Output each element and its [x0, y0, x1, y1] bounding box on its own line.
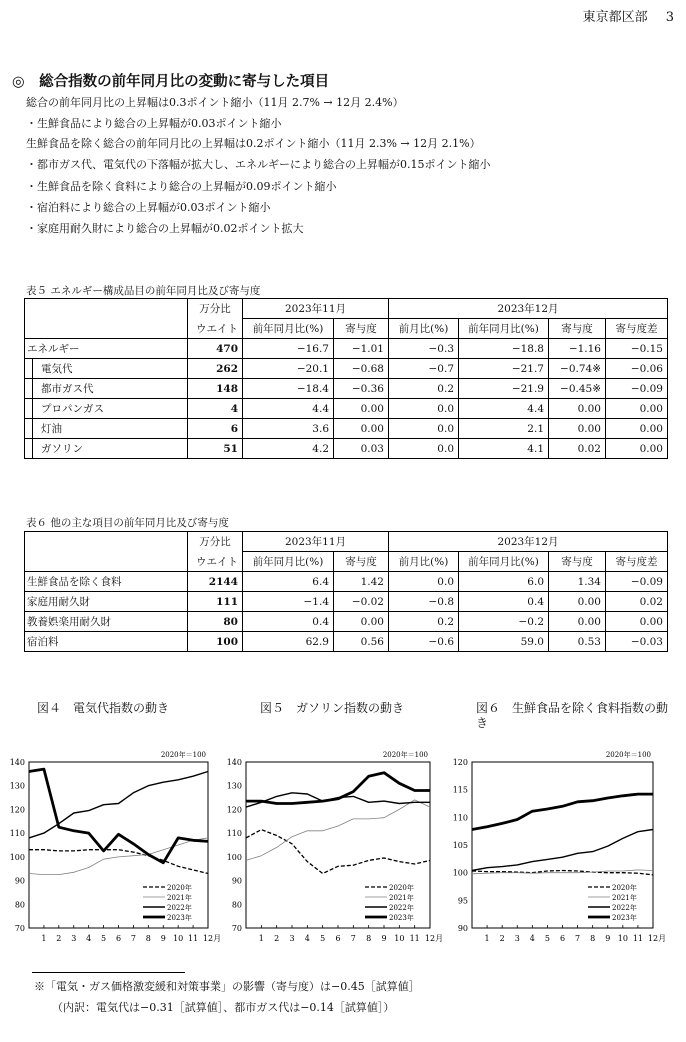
- page-header: [583, 6, 674, 25]
- x-tick-label: 8: [366, 934, 372, 943]
- y-tick-label: 70: [14, 924, 25, 933]
- value-cell: 4.4: [243, 399, 334, 419]
- value-cell: −0.09: [606, 572, 668, 592]
- value-cell: 80: [188, 612, 243, 632]
- legend-label: 2022年: [389, 904, 414, 912]
- y-tick-label: 100: [226, 852, 242, 862]
- y-tick-label: 90: [14, 876, 25, 886]
- header-cell: 前月比(%): [389, 552, 459, 572]
- table-row: [25, 439, 668, 459]
- series-line-2020年: [29, 850, 208, 874]
- value-cell: 0.00: [549, 399, 606, 419]
- header-cell: 前年同月比(%): [459, 319, 549, 339]
- y-tick-label: 100: [452, 868, 468, 878]
- summary-line: 生鮮食品を除く総合の前年同月比の上昇幅は0.2ポイント縮小（11月 2.3% → 12月 2.1%）: [26, 137, 481, 150]
- x-tick-label: 4: [304, 934, 310, 943]
- summary-line: 総合の前年同月比の上昇幅は0.3ポイント縮小（11月 2.7% → 12月 2.4%）: [26, 96, 404, 109]
- legend-label: 2020年: [612, 884, 637, 892]
- x-tick-label: 11: [187, 934, 199, 943]
- row-label: ガソリン: [25, 439, 188, 459]
- legend-label: 2023年: [612, 914, 637, 922]
- row-label: 宿泊料: [25, 632, 188, 652]
- row-label: 灯油: [25, 419, 188, 439]
- value-cell: 6.4: [243, 572, 334, 592]
- x-tick-label: 10: [173, 934, 184, 943]
- table6-caption: 表６ 他の主な項目の前年同月比及び寄与度: [26, 517, 229, 529]
- x-tick-label: 12月: [424, 934, 444, 943]
- table-row: [25, 379, 668, 399]
- y-tick-label: 110: [452, 813, 468, 823]
- x-tick-label: 1: [41, 934, 47, 943]
- value-cell: −21.7: [459, 359, 549, 379]
- chart-gasoline: [225, 745, 450, 955]
- value-cell: 0.4: [459, 592, 549, 612]
- value-cell: −0.3: [389, 339, 459, 359]
- legend-label: 2020年: [389, 884, 414, 892]
- header-cell: ウエイト: [188, 319, 243, 339]
- row-label: 生鮮食品を除く食料: [25, 572, 188, 592]
- x-tick-label: 7: [575, 934, 581, 943]
- table6-other-items: [24, 531, 668, 652]
- value-cell: −0.7: [389, 359, 459, 379]
- value-cell: 4.2: [243, 439, 334, 459]
- value-cell: −0.45※: [549, 379, 606, 399]
- header-cell: 2023年11月: [243, 532, 389, 552]
- table-row: [25, 592, 668, 612]
- row-label: 教養娯楽用耐久財: [25, 612, 188, 632]
- header-cell: 前年同月比(%): [459, 552, 549, 572]
- header-cell: ウエイト: [188, 552, 243, 572]
- series-line-2021年: [246, 800, 430, 861]
- series-line-2022年: [472, 830, 653, 871]
- y-tick-label: 90: [231, 876, 242, 886]
- x-tick-label: 8: [145, 934, 151, 943]
- y-tick-label: 140: [226, 758, 242, 767]
- figure5-title: 図５ ガソリン指数の動き: [260, 701, 405, 715]
- x-tick-label: 3: [514, 934, 520, 943]
- y-tick-label: 115: [452, 785, 468, 795]
- header-cell: 2023年12月: [389, 299, 668, 319]
- value-cell: 51: [188, 439, 243, 459]
- value-cell: −20.1: [243, 359, 334, 379]
- x-tick-label: 11: [409, 934, 420, 943]
- value-cell: −18.8: [459, 339, 549, 359]
- x-tick-label: 9: [160, 934, 166, 943]
- value-cell: 0.00: [549, 612, 606, 632]
- header-cell: 2023年11月: [243, 299, 389, 319]
- x-tick-label: 5: [101, 934, 107, 943]
- x-tick-label: 5: [544, 934, 550, 943]
- table-row: [25, 339, 668, 359]
- x-tick-label: 10: [394, 934, 405, 943]
- value-cell: 2.1: [459, 419, 549, 439]
- y-tick-label: 120: [226, 805, 242, 815]
- header-cell: 寄与度差: [606, 319, 668, 339]
- series-line-2023年: [246, 773, 430, 804]
- value-cell: −0.03: [606, 632, 668, 652]
- value-cell: 4.1: [459, 439, 549, 459]
- footnote-line2: （内訳：電気代は−0.31［試算値］、都市ガス代は−0.14［試算値］）: [52, 1001, 395, 1014]
- y-tick-label: 80: [231, 900, 242, 910]
- value-cell: 0.0: [389, 419, 459, 439]
- y-tick-label: 130: [226, 781, 242, 791]
- value-cell: 0.00: [549, 419, 606, 439]
- x-tick-label: 2: [56, 934, 62, 943]
- value-cell: 0.00: [334, 399, 389, 419]
- value-cell: 148: [188, 379, 243, 399]
- row-label: 都市ガス代: [25, 379, 188, 399]
- value-cell: −0.15: [606, 339, 668, 359]
- series-line-2023年: [472, 794, 653, 829]
- header-cell: 寄与度: [334, 552, 389, 572]
- series-line-2022年: [29, 772, 208, 838]
- value-cell: 0.2: [389, 612, 459, 632]
- value-cell: −0.06: [606, 359, 668, 379]
- header-cell: 寄与度: [549, 319, 606, 339]
- value-cell: 0.4: [243, 612, 334, 632]
- x-tick-label: 1: [258, 934, 264, 943]
- x-tick-label: 10: [617, 934, 628, 943]
- x-tick-label: 9: [605, 934, 611, 943]
- y-tick-label: 130: [9, 781, 25, 791]
- x-tick-label: 3: [71, 934, 77, 943]
- value-cell: 0.02: [606, 592, 668, 612]
- series-line-2023年: [29, 769, 208, 863]
- value-cell: 0.0: [389, 399, 459, 419]
- value-cell: 0.03: [334, 439, 389, 459]
- value-cell: 0.00: [606, 419, 668, 439]
- series-line-2020年: [246, 830, 430, 874]
- value-cell: −0.68: [334, 359, 389, 379]
- table-row: [25, 632, 668, 652]
- value-cell: −1.01: [334, 339, 389, 359]
- value-cell: 0.53: [549, 632, 606, 652]
- value-cell: 0.00: [334, 612, 389, 632]
- header-blank: [25, 532, 188, 572]
- header-cell: 寄与度: [334, 319, 389, 339]
- legend-label: 2021年: [167, 894, 192, 902]
- x-tick-label: 6: [559, 934, 566, 943]
- region-label: 東京都区部: [582, 10, 648, 25]
- value-cell: −0.02: [334, 592, 389, 612]
- header-cell: 寄与度: [549, 552, 606, 572]
- summary-line: ・都市ガス代、電気代の下落幅が拡大し、エネルギーにより総合の上昇幅が0.15ポイント縮小: [26, 158, 491, 171]
- legend-label: 2022年: [612, 904, 637, 912]
- header-cell: 寄与度差: [606, 552, 668, 572]
- page-number: 3: [665, 10, 674, 25]
- figure4-title: 図４ 電気代指数の動き: [37, 701, 170, 715]
- table5-energy: [24, 298, 668, 459]
- y-tick-label: 110: [226, 829, 242, 839]
- value-cell: 0.00: [606, 439, 668, 459]
- y-tick-label: 80: [14, 900, 25, 910]
- value-cell: 0.00: [606, 399, 668, 419]
- value-cell: 0.02: [549, 439, 606, 459]
- value-cell: −1.16: [549, 339, 606, 359]
- chart-electricity: [0, 745, 225, 955]
- value-cell: −0.09: [606, 379, 668, 399]
- row-label: 電気代: [25, 359, 188, 379]
- y-tick-label: 110: [9, 829, 25, 839]
- table-header-row: [25, 299, 668, 319]
- header-cell: 前年同月比(%): [243, 552, 334, 572]
- x-tick-label: 11: [632, 934, 644, 943]
- value-cell: 62.9: [243, 632, 334, 652]
- x-tick-label: 8: [590, 934, 596, 943]
- x-tick-label: 6: [115, 934, 122, 943]
- legend-label: 2022年: [167, 904, 192, 912]
- x-tick-label: 7: [350, 934, 356, 943]
- y-tick-label: 120: [452, 758, 468, 767]
- header-cell: 2023年12月: [389, 532, 668, 552]
- header-cell: 万分比: [188, 532, 243, 552]
- value-cell: −0.6: [389, 632, 459, 652]
- value-cell: 0.0: [389, 439, 459, 459]
- table-row: [25, 359, 668, 379]
- value-cell: 4.4: [459, 399, 549, 419]
- value-cell: 0.56: [334, 632, 389, 652]
- header-cell: 万分比: [188, 299, 243, 319]
- header-blank: [25, 299, 188, 339]
- y-tick-label: 90: [457, 924, 468, 933]
- y-tick-label: 100: [9, 852, 25, 862]
- y-tick-label: 120: [9, 805, 25, 815]
- y-tick-label: 70: [231, 924, 242, 933]
- legend-label: 2020年: [167, 884, 192, 892]
- value-cell: 0.00: [549, 592, 606, 612]
- value-cell: −21.9: [459, 379, 549, 399]
- x-tick-label: 2: [274, 934, 280, 943]
- base-note: 2020年＝100: [160, 751, 206, 759]
- x-tick-label: 3: [289, 934, 295, 943]
- legend-label: 2021年: [389, 894, 414, 902]
- base-note: 2020年＝100: [382, 751, 428, 759]
- x-tick-label: 4: [529, 934, 535, 943]
- x-tick-label: 7: [130, 934, 136, 943]
- chart-food-excl-fresh: [445, 745, 686, 955]
- value-cell: 4: [188, 399, 243, 419]
- value-cell: −0.36: [334, 379, 389, 399]
- value-cell: −18.4: [243, 379, 334, 399]
- value-cell: −0.2: [459, 612, 549, 632]
- value-cell: 111: [188, 592, 243, 612]
- series-line-2021年: [29, 838, 208, 875]
- y-tick-label: 105: [452, 841, 468, 850]
- x-tick-label: 2: [499, 934, 505, 943]
- value-cell: −0.8: [389, 592, 459, 612]
- section-title: ◎ 総合指数の前年同月比の変動に寄与した項目: [12, 74, 330, 90]
- legend-label: 2023年: [167, 914, 192, 922]
- value-cell: 262: [188, 359, 243, 379]
- x-tick-label: 9: [381, 934, 387, 943]
- x-tick-label: 12月: [202, 934, 222, 943]
- x-tick-label: 4: [86, 934, 92, 943]
- value-cell: −0.74※: [549, 359, 606, 379]
- header-cell: 前年同月比(%): [243, 319, 334, 339]
- value-cell: 0.00: [334, 419, 389, 439]
- value-cell: 6: [188, 419, 243, 439]
- y-tick-label: 140: [9, 758, 25, 767]
- value-cell: −16.7: [243, 339, 334, 359]
- base-note: 2020年＝100: [605, 751, 651, 759]
- value-cell: 470: [188, 339, 243, 359]
- footnote-divider: [32, 972, 185, 973]
- value-cell: 1.42: [334, 572, 389, 592]
- table5-caption: 表５ エネルギー構成品目の前年同月比及び寄与度: [26, 285, 261, 297]
- x-tick-label: 5: [320, 934, 326, 943]
- summary-line: ・家庭用耐久財により総合の上昇幅が0.02ポイント拡大: [26, 222, 304, 235]
- footnote-line1: ※「電気・ガス価格激変緩和対策事業」の影響（寄与度）は−0.45［試算値］: [34, 980, 420, 993]
- y-tick-label: 95: [457, 896, 468, 906]
- table-header-row: [25, 532, 668, 552]
- x-tick-label: 1: [484, 934, 490, 943]
- summary-line: ・生鮮食品により総合の上昇幅が0.03ポイント縮小: [26, 117, 282, 130]
- legend-label: 2023年: [389, 914, 414, 922]
- x-tick-label: 6: [335, 934, 341, 943]
- x-tick-label: 12月: [647, 934, 667, 943]
- row-label: エネルギー: [25, 339, 188, 359]
- table-row: [25, 572, 668, 592]
- value-cell: 100: [188, 632, 243, 652]
- value-cell: 0.2: [389, 379, 459, 399]
- row-label: 家庭用耐久財: [25, 592, 188, 612]
- value-cell: 2144: [188, 572, 243, 592]
- value-cell: 6.0: [459, 572, 549, 592]
- table-row: [25, 612, 668, 632]
- row-label: プロパンガス: [25, 399, 188, 419]
- header-cell: 前月比(%): [389, 319, 459, 339]
- value-cell: 59.0: [459, 632, 549, 652]
- value-cell: 3.6: [243, 419, 334, 439]
- summary-line: ・生鮮食品を除く食料により総合の上昇幅が0.09ポイント縮小: [26, 180, 337, 193]
- figure6-title: 図６ 生鮮食品を除く食料指数の動き: [476, 701, 669, 730]
- value-cell: −1.4: [243, 592, 334, 612]
- legend-label: 2021年: [612, 894, 637, 902]
- table-row: [25, 399, 668, 419]
- table-row: [25, 419, 668, 439]
- value-cell: 1.34: [549, 572, 606, 592]
- summary-line: ・宿泊料により総合の上昇幅が0.03ポイント縮小: [26, 201, 271, 214]
- value-cell: 0.00: [606, 612, 668, 632]
- value-cell: 0.0: [389, 572, 459, 592]
